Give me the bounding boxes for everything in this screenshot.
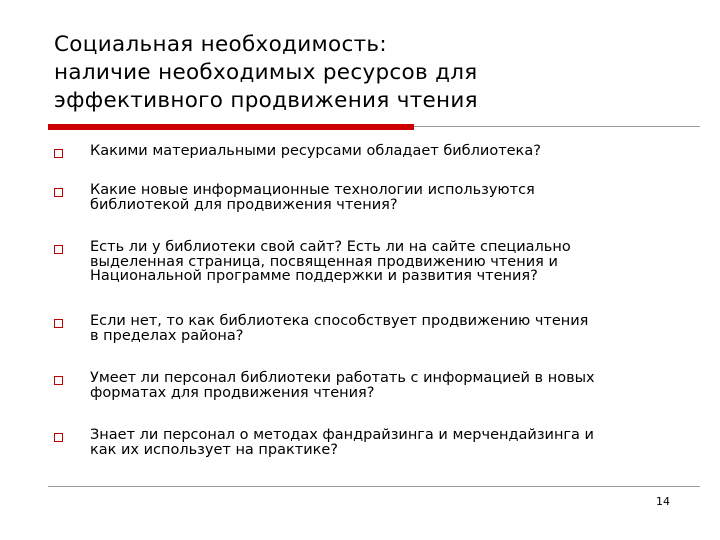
bullet-text <box>90 428 690 457</box>
title-line-1: Социальная необходимость: <box>54 32 387 57</box>
square-bullet-icon <box>54 149 63 158</box>
bullet-line: Умеет ли персонал библиотеки работать с информацией в новых <box>90 370 595 386</box>
bullet-line: Если нет, то как библиотека способствует продвижению чтения <box>90 313 589 329</box>
bullet-line: выделенная страница, посвященная продвижению чтения и <box>90 253 558 270</box>
footer-divider <box>48 486 700 487</box>
bullet-line: библиотекой для продвижения чтения? <box>90 196 398 213</box>
title-line-2: наличие необходимых ресурсов для <box>54 60 478 85</box>
bullet-line: в пределах района? <box>90 327 244 344</box>
square-bullet-icon <box>54 188 63 197</box>
square-bullet-icon <box>54 245 63 254</box>
square-bullet-icon <box>54 433 63 442</box>
title-accent-bar <box>48 124 414 130</box>
bullet-line: Есть ли у библиотеки свой сайт? Есть ли на сайте специально <box>90 239 571 255</box>
bullet-line: Знает ли персонал о методах фандрайзинга и мерчендайзинга и <box>90 427 594 443</box>
bullet-line: форматах для продвижения чтения? <box>90 384 375 401</box>
slide-title <box>54 31 694 115</box>
bullet-line: как их использует на практике? <box>90 441 339 458</box>
bullet-text <box>90 240 690 284</box>
square-bullet-icon <box>54 376 63 385</box>
title-line-3: эффективного продвижения чтения <box>54 88 478 113</box>
bullet-text <box>90 371 690 400</box>
square-bullet-icon <box>54 319 63 328</box>
page-number: 14 <box>656 495 670 508</box>
bullet-line: Национальной программе поддержки и развития чтения? <box>90 268 538 284</box>
bullet-line: Какие новые информационные технологии используются <box>90 182 535 198</box>
bullet-text <box>90 183 690 212</box>
bullet-text <box>90 314 690 343</box>
bullet-text <box>90 144 690 159</box>
bullet-line: Какими материальными ресурсами обладает библиотека? <box>90 143 541 159</box>
